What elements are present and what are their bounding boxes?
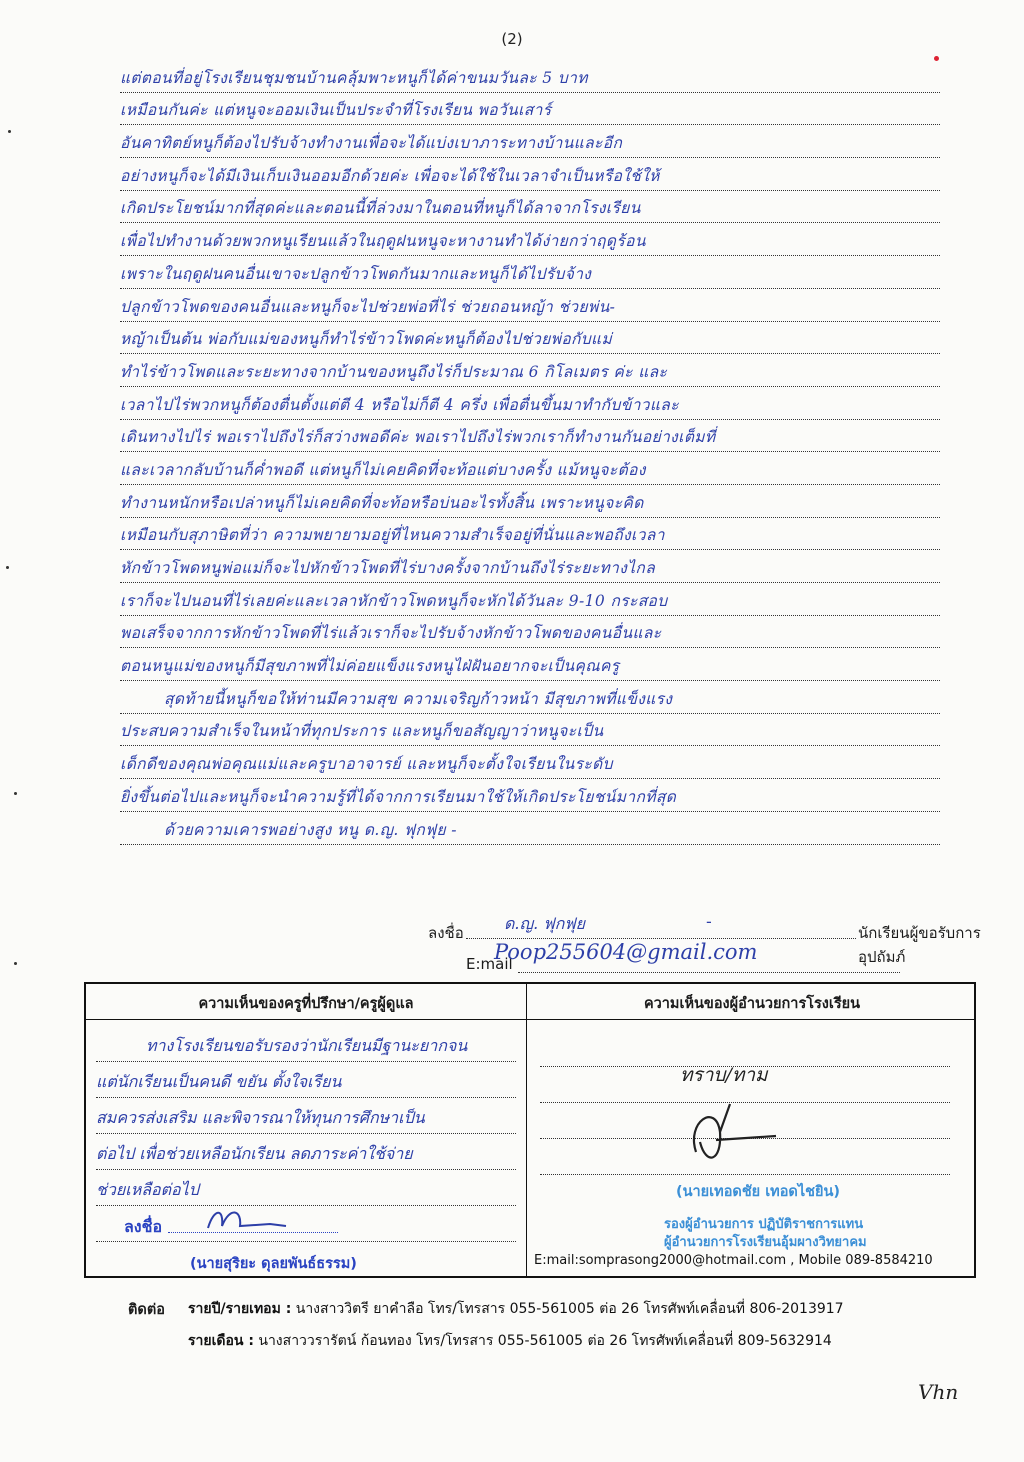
margin-mark [6, 566, 9, 569]
letter-line: หญ้าเป็นต้น พ่อกับแม่ของหนูก็ทำไร่ข้าวโพดค่ะหนูก็ต้องไปช่วยพ่อกับแม่ [120, 322, 940, 355]
letter-line: เพื่อไปทำงานด้วยพวกหนูเรียนแล้วในฤดูฝนหนูจะหางานทำได้ง่ายกว่าฤดูร้อน [120, 223, 940, 256]
letter-line: ทำงานหนักหรือเปล่าหนูก็ไม่เคยคิดที่จะท้อหรือบ่นอะไรทั้งสิ้น เพราะหนูจะคิด [120, 485, 940, 518]
letter-line: และเวลากลับบ้านก็ค่ำพอดี แต่หนูก็ไม่เคยคิดที่จะท้อแต่บางครั้ง แม้หนูจะต้อง [120, 452, 940, 485]
page-number: (2) [501, 30, 523, 48]
student-signature: ด.ญ. ฟุกฟุย [504, 914, 585, 933]
letter-line: เกิดประโยชน์มากที่สุดค่ะและตอนนี้ที่ล่วงมาในตอนที่หนูก็ได้ลาจากโรงเรียน [120, 191, 940, 224]
contact-row-text: นางสาววรารัตน์ ก้อนทอง โทร/โทรสาร 055-561005 ต่อ 26 โทรศัพท์เคลื่อนที่ 809-5632914 [258, 1333, 832, 1349]
contact-row-monthly [188, 1330, 832, 1352]
letter-line: เพราะในฤดูฝนคนอื่นเขาจะปลูกข้าวโพดกันมากและหนูก็ได้ไปรับจ้าง [120, 256, 940, 289]
letter-line: เวลาไปไร่พวกหนูก็ต้องตื่นตั้งแต่ตี 4 หรือไม่ก็ตี 4 ครึ่ง เพื่อตื่นขึ้นมาทำกับข้าวและ [120, 387, 940, 420]
director-role: รองผู้อำนวยการ ปฏิบัติราชการแทน [664, 1217, 864, 1232]
director-role-secondary: ผู้อำนวยการโรงเรียนอุ้มผางวิทยาคม [664, 1235, 867, 1250]
teacher-comment-line: ทางโรงเรียนขอรับรองว่านักเรียนมีฐานะยากจน [96, 1026, 516, 1062]
email-dotted-line [518, 972, 900, 973]
letter-line: เหมือนกันค่ะ แต่หนูจะออมเงินเป็นประจำที่โรงเรียน พอวันเสาร์ [120, 93, 940, 126]
handwritten-letter [120, 60, 940, 845]
letter-line: ทำไร่ข้าวโพดและระยะทางจากบ้านของหนูถึงไร่ก็ประมาณ 6 กิโลเมตร ค่ะ และ [120, 354, 940, 387]
student-role: นักเรียนผู้ขอรับการอุปถัมภ์ [858, 924, 981, 966]
letter-line: แต่ตอนที่อยู่โรงเรียนชุมชนบ้านคลุ้มพาะหนูก็ได้ค่าขนมวันละ 5 บาท [120, 60, 940, 93]
margin-mark [14, 792, 17, 795]
table-divider [526, 984, 527, 1276]
letter-line: ปลูกข้าวโพดของคนอื่นและหนูก็จะไปช่วยพ่อที่ไร่ ช่วยถอนหญ้า ช่วยพ่น- [120, 289, 940, 322]
teacher-comment-line: สมควรส่งเสริม และพิจารณาให้ทุนการศึกษาเป็น [96, 1098, 516, 1134]
margin-mark [8, 130, 11, 133]
letter-line: เราก็จะไปนอนที่ไร่เลยค่ะและเวลาหักข้าวโพดหนูก็จะหักได้วันละ 9-10 กระสอบ [120, 583, 940, 616]
contact-row-yearly [188, 1298, 844, 1320]
letter-line: อันคาทิตย์หนูก็ต้องไปรับจ้างทำงานเพื่อจะได้แบ่งเบาภาระทางบ้านและอีก [120, 125, 940, 158]
director-contact: E:mail:somprasong2000@hotmail.com , Mobile 089-8584210 [534, 1253, 933, 1268]
letter-line: อย่างหนูก็จะได้มีเงินเก็บเงินออมอีกด้วยค่ะ เพื่อจะได้ใช้ในเวลาจำเป็นหรือใช้ให้ [120, 158, 940, 191]
contact-row-text: นางสาววิตรี ยาคำลือ โทร/โทรสาร 055-561005 ต่อ 26 โทรศัพท์เคลื่อนที่ 806-2013917 [295, 1301, 844, 1317]
signature-dotted-line [466, 938, 856, 939]
letter-line: เหมือนกับสุภาษิตที่ว่า ความพยายามอยู่ที่ไหนความสำเร็จอยู่ที่นั่นและพอถึงเวลา [120, 518, 940, 551]
email-label: E:mail [466, 955, 513, 973]
teacher-comment-line: แต่นักเรียนเป็นคนดี ขยัน ตั้งใจเรียน [96, 1062, 516, 1098]
contact-label: ติดต่อ [128, 1302, 165, 1318]
table-header-line [86, 1019, 974, 1020]
letter-line: หักข้าวโพดหนูพ่อแม่ก็จะไปหักข้าวโพดที่ไร่บางครั้งจากบ้านถึงไร่ระยะทางไกล [120, 550, 940, 583]
letter-line: เดินทางไปไร่ พอเราไปถึงไร่ก็สว่างพอดีค่ะ พอเราไปถึงไร่พวกเราก็ทำงานกันอย่างเต็มที่ [120, 420, 940, 453]
letter-line: เด็กดีของคุณพ่อคุณแม่และครูบาอาจารย์ และหนูก็จะตั้งใจเรียนในระดับ [120, 746, 940, 779]
director-signature-scribble [676, 1092, 786, 1172]
contact-row-prefix: รายปี/รายเทอม : [188, 1301, 292, 1317]
teacher-comment-line: ช่วยเหลือต่อไป [96, 1170, 516, 1206]
contact-row-prefix: รายเดือน : [188, 1333, 254, 1349]
teacher-signature-scribble [200, 1200, 290, 1236]
teacher-name: (นายสุริยะ ดุลยพันธ์ธรรม) [190, 1256, 357, 1272]
letter-line: ยิ่งขึ้นต่อไปและหนูก็จะนำความรู้ที่ได้จากการเรียนมาใช้ให้เกิดประโยชน์มากที่สุด [120, 779, 940, 812]
letter-line: ด้วยความเคารพอย่างสูง หนู ด.ญ. ฟุกฟุย - [120, 812, 940, 845]
teacher-signature-label: ลงชื่อ [124, 1217, 163, 1236]
letter-line: ตอนหนูแม่ของหนูก็มีสุขภาพที่ไม่ค่อยแข็งแรงหนูไฝ่ฝันอยากจะเป็นคุณครู [120, 648, 940, 681]
director-name: (นายเทอดชัย เทอดไชยิน) [676, 1184, 841, 1200]
director-handwritten-note: ทราบ/ทาม [680, 1064, 768, 1086]
director-dotted-line [540, 1174, 950, 1175]
letter-line: พอเสร็จจากการหักข้าวโพดที่ไร่แล้วเราก็จะไปรับจ้างหักข้าวโพดของคนอื่นและ [120, 616, 940, 649]
handwritten-initials: Vhn [918, 1380, 959, 1404]
signature-label: ลงชื่อ [428, 924, 464, 942]
signature-dash: - [706, 912, 712, 931]
director-comment-header: ความเห็นของผู้อำนวยการโรงเรียน [643, 996, 861, 1012]
student-email: Poop255604@gmail.com [494, 940, 758, 964]
teacher-comment-header: ความเห็นของครูที่ปรึกษา/ครูผู้ดูแล [198, 996, 414, 1012]
letter-line: ประสบความสำเร็จในหน้าที่ทุกประการ และหนูก็ขอสัญญาว่าหนูจะเป็น [120, 714, 940, 747]
letter-line: สุดท้ายนี้หนูก็ขอให้ท่านมีความสุข ความเจริญก้าวหน้า มีสุขภาพที่แข็งแรง [120, 681, 940, 714]
margin-mark [14, 962, 17, 965]
teacher-comment-line: ต่อไป เพื่อช่วยเหลือนักเรียน ลดภาระค่าใช้จ่าย [96, 1134, 516, 1170]
